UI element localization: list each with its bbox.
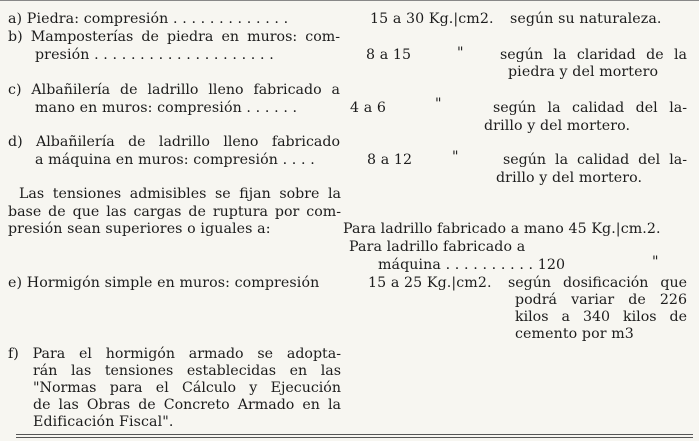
item-c-ditto: " bbox=[435, 96, 442, 112]
item-d-description-line1: d) Albañilería de ladrillo lleno fabricado bbox=[8, 134, 340, 150]
item-a-description: a) Piedra: compresión . . . . . . . . . . . . . bbox=[8, 11, 289, 27]
item-b-note-line1: según la claridad de la bbox=[500, 47, 687, 63]
item-e-note-line4: cemento por m3 bbox=[515, 326, 634, 342]
item-e-note-line3: kilos a 340 kilos de bbox=[515, 309, 687, 325]
item-b-description-line1: b) Mamposterías de piedra en muros: com- bbox=[8, 29, 340, 45]
item-d-note-line1: según la calidad del la- bbox=[503, 152, 687, 168]
tensiones-ditto: " bbox=[652, 254, 659, 270]
tensiones-line1: Las tensiones admisibles se fijan sobre la bbox=[19, 186, 341, 202]
tensiones-line3: presión sean superiores o iguales a: bbox=[8, 221, 271, 237]
bottom-rule-2 bbox=[16, 437, 693, 438]
item-b-ditto: " bbox=[457, 45, 464, 61]
item-e-value: 15 a 25 Kg.|cm2. bbox=[368, 275, 492, 291]
item-e-note-line1: según dosificación que bbox=[508, 275, 687, 291]
item-f-line3: "Normas para el Cálculo y Ejecución bbox=[33, 380, 341, 396]
item-a-value: 15 a 30 Kg.|cm2. bbox=[370, 11, 494, 27]
top-rule bbox=[0, 0, 699, 1]
item-d-note-line2: drillo y del mortero. bbox=[496, 170, 643, 186]
item-a-note: según su naturaleza. bbox=[510, 11, 662, 27]
item-c-description-line1: c) Albañilería de ladrillo lleno fabricado a bbox=[8, 82, 340, 98]
tensiones-maquina-line1: Para ladrillo fabricado a bbox=[349, 239, 526, 255]
item-c-note-line1: según la calidad del la- bbox=[493, 100, 687, 116]
item-f-line4: de las Obras de Concreto Armado en la bbox=[33, 397, 341, 413]
item-f-line1: f) Para el hormigón armado se adopta- bbox=[8, 346, 341, 362]
tensiones-maquina-line2: máquina . . . . . . . . . . 120 bbox=[378, 257, 566, 273]
item-b-value: 8 a 15 bbox=[366, 47, 412, 63]
tensiones-mano: Para ladrillo fabricado a mano 45 Kg.|cm.2. bbox=[343, 221, 661, 237]
tensiones-line2: base de que las cargas de ruptura por com- bbox=[8, 204, 341, 220]
item-c-value: 4 a 6 bbox=[350, 100, 387, 116]
item-e-description: e) Hormigón simple en muros: compresión bbox=[8, 275, 320, 291]
item-f-line2: rán las tensiones establecidas en las bbox=[33, 363, 341, 379]
item-b-note-line2: piedra y del mortero bbox=[508, 64, 659, 80]
item-d-value: 8 a 12 bbox=[367, 152, 413, 168]
item-f-line5: Edificación Fiscal". bbox=[33, 414, 174, 430]
item-c-description-line2: mano en muros: compresión . . . . . . bbox=[35, 100, 298, 116]
item-e-note-line2: podrá variar de 226 bbox=[515, 292, 687, 308]
bottom-rule-1 bbox=[16, 434, 693, 435]
item-c-note-line2: drillo y del mortero. bbox=[484, 118, 631, 134]
item-b-description-line2: presión . . . . . . . . . . . . . . . . . . . . bbox=[35, 47, 274, 63]
item-d-description-line2: a máquina en muros: compresión . . . . bbox=[35, 152, 315, 168]
item-d-ditto: " bbox=[452, 149, 459, 165]
